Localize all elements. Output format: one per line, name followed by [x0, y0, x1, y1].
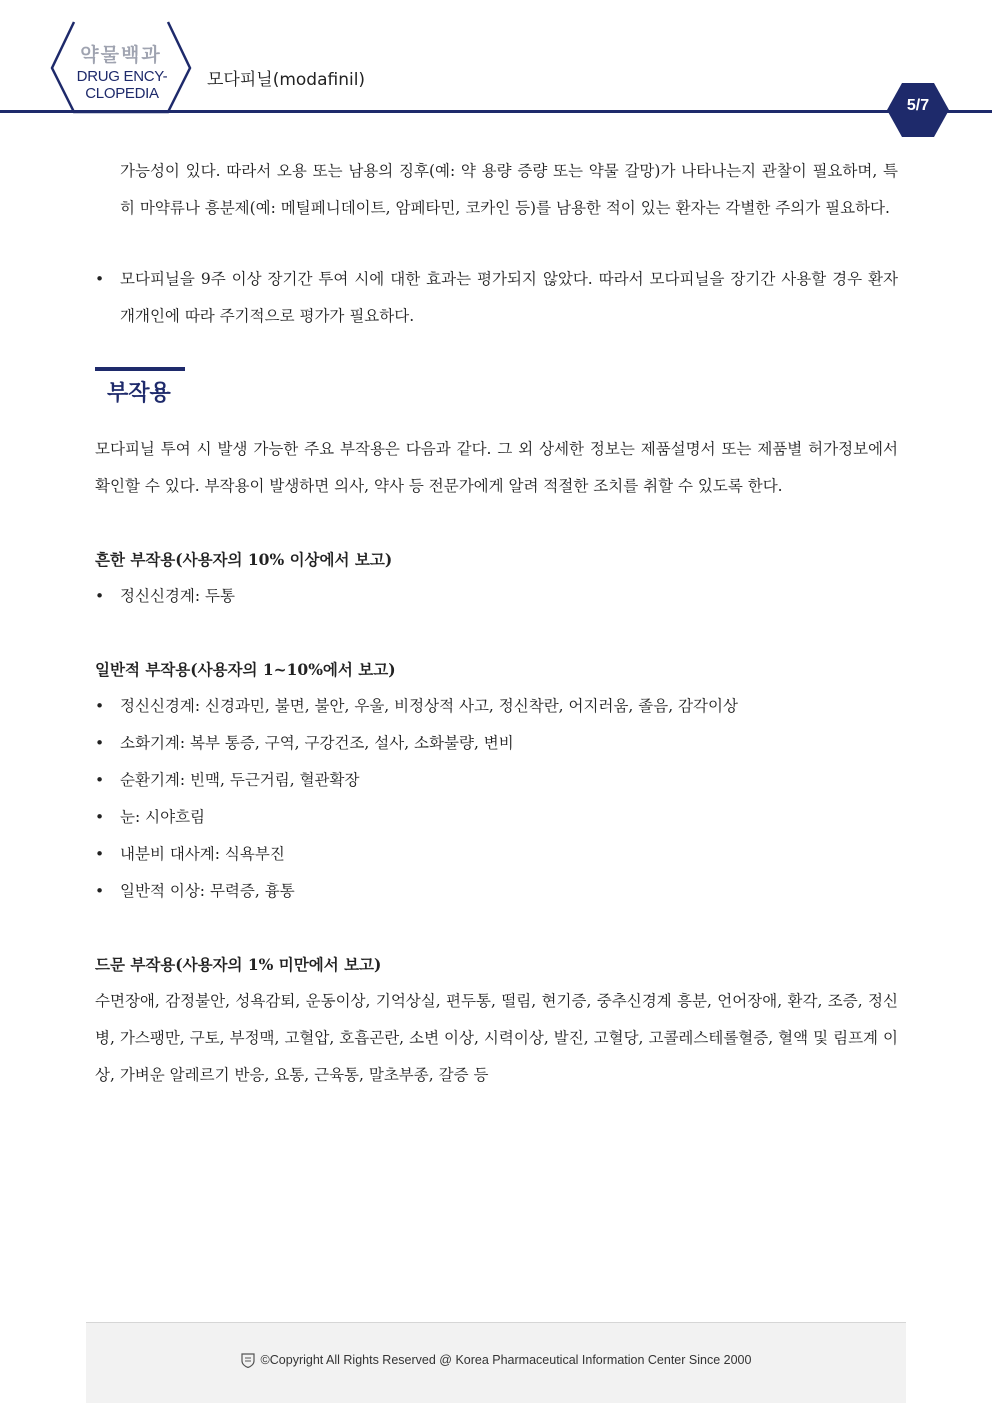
rare-side-effects-text: 수면장애, 감정불안, 성욕감퇴, 운동이상, 기억상실, 편두통, 떨림, 현기증, 중추신경계 흥분, 언어장애, 환각, 조증, 정신병, 가스팽만, 구토, 부정맥, 고혈압, 호흡곤란, 소변 이상, 시력이상, 발진, 고혈당, 고콜레스테롤혈증, 혈액 및 림프계 이상, 가벼운 알레르기 반응, 요통, 근육통, 말초부종, 갈증 등 [95, 992, 898, 1084]
logo-english-line1: DRUG ENCY- [76, 68, 168, 85]
footer-copyright-text: ©Copyright All Rights Reserved @ Korea Pharmaceutical Information Center Since 2000 [260, 1353, 752, 1367]
general-side-effect-item: • 일반적 이상: 무력증, 흉통 [95, 873, 898, 910]
logo-english-text [60, 68, 184, 102]
common-side-effects-heading: 흔한 부작용(사용자의 10% 이상에서 보고) [95, 550, 393, 569]
main-content [95, 153, 898, 1094]
general-side-effects-heading: 일반적 부작용(사용자의 1~10%에서 보고) [95, 660, 396, 679]
page-footer [86, 1322, 906, 1403]
rare-side-effects-heading: 드문 부작용(사용자의 1% 미만에서 보고) [95, 955, 382, 974]
general-side-effect-item: • 내분비 대사계: 식욕부진 [95, 836, 898, 873]
side-effects-intro: 모다피닐 투여 시 발생 가능한 주요 부작용은 다음과 같다. 그 외 상세한 정보는 제품설명서 또는 제품별 허가정보에서 확인할 수 있다. 부작용이 발생하면 의사, 약사 등 전문가에게 알려 적절한 조치를 취할 수 있도록 한다. [95, 440, 898, 495]
logo-english-line2: CLOPEDIA [85, 85, 159, 102]
general-side-effect-item: • 눈: 시야흐림 [95, 799, 898, 836]
page-number: 5/7 [906, 97, 930, 114]
header-divider [0, 110, 992, 113]
section-title: 부작용 [107, 381, 171, 406]
page-header [0, 0, 992, 140]
intro-continued-paragraph: 가능성이 있다. 따라서 오용 또는 남용의 징후(예: 약 용량 증량 또는 약물 갈망)가 나타나는지 관찰이 필요하며, 특히 마약류나 흥분제(예: 메틸페니데이트, 암페타민, 코카인 등)를 남용한 적이 있는 환자는 각별한 주의가 필요하다. [120, 162, 898, 217]
footer-copyright-line [86, 1353, 906, 1368]
section-title-rule [95, 367, 185, 371]
general-side-effect-item: • 소화기계: 복부 통증, 구역, 구강건조, 설사, 소화불량, 변비 [95, 725, 898, 762]
shield-emblem-icon [241, 1353, 255, 1368]
logo-korean-text: 약물백과 [80, 44, 162, 66]
common-side-effect-item: • 정신신경계: 두통 [95, 578, 898, 615]
document-title: 모다피닐(modafinil) [207, 70, 366, 90]
long-term-note-bullet: • 모다피닐을 9주 이상 장기간 투여 시에 대한 효과는 평가되지 않았다. 따라서 모다피닐을 장기간 사용할 경우 환자 개개인에 따라 주기적으로 평가가 필요하다. [95, 261, 898, 335]
general-side-effect-item: • 순환기계: 빈맥, 두근거림, 혈관확장 [95, 762, 898, 799]
general-side-effect-item: • 정신신경계: 신경과민, 불면, 불안, 우울, 비정상적 사고, 정신착란, 어지러움, 졸음, 감각이상 [95, 688, 898, 725]
